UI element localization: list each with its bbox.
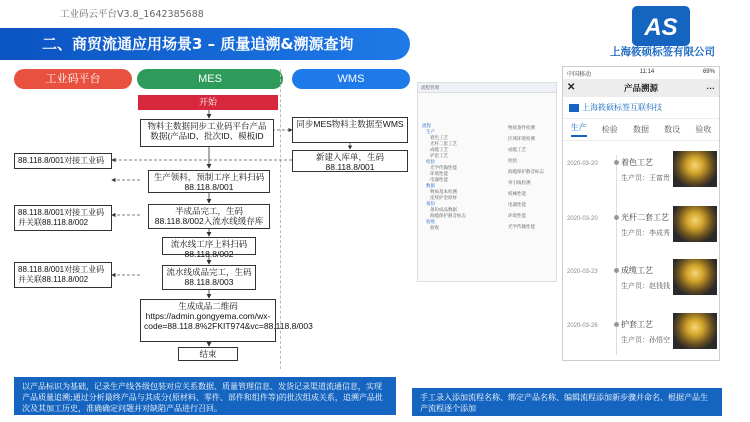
tree-item[interactable]: 数据 (426, 184, 435, 189)
brand-name: 上海筱硕标签互联科技 (582, 103, 662, 112)
more-icon[interactable]: ··· (706, 83, 715, 93)
tab-data[interactable]: 数据 (632, 125, 649, 134)
phone-trace-screen (562, 66, 720, 361)
summary-note-right: 手工录入添加流程名称、绑定产品名称、编辑流程添加新步骤并命名、根据产品生产流程逐个添加 (412, 388, 722, 416)
timeline-dot (614, 268, 619, 273)
tab-acceptance[interactable]: 验收 (695, 125, 712, 134)
tree-item[interactable]: 光学传输性能 (430, 166, 457, 171)
flow-start: 开始 (138, 95, 278, 110)
column-item: 单引线检测 (508, 181, 531, 186)
timeline-process: 成缆工艺 (621, 266, 653, 275)
column-item: 电器性能 (508, 203, 526, 208)
tree-item[interactable]: 护套工艺 (430, 154, 448, 159)
platform-box-3: 88.118.8/001对接工业码并关联88.118.8/002 (14, 262, 112, 288)
column-wms: WMS (292, 69, 410, 89)
app-header (563, 79, 719, 97)
timeline-operator: 生产员：李成秀 (621, 230, 670, 237)
timeline-date: 2020-03-20 (567, 216, 598, 222)
tree-item[interactable]: 连续护金原材 (430, 196, 457, 201)
status-bar (563, 67, 719, 79)
tab-inspection[interactable]: 检验 (601, 125, 618, 134)
app-title: 产品溯源 (623, 83, 658, 93)
timeline-dot (614, 322, 619, 327)
tree-item[interactable]: 验收 (430, 226, 439, 231)
brand-row (563, 97, 719, 119)
carrier: 中国移动 (567, 72, 592, 78)
tree-item[interactable]: 光杆二套工艺 (430, 142, 457, 147)
tree-item[interactable]: 物质基本检测 (430, 190, 457, 195)
timeline-dot (614, 215, 619, 220)
process-columns (508, 123, 556, 233)
timeline-operator: 生产员：赵钱钱 (621, 283, 670, 290)
tree-item[interactable]: 海缆保护静音标志 (430, 214, 466, 219)
tab-settings[interactable]: 数设 (664, 125, 681, 134)
platform-version: 工业码云平台V3.8_1642385688 (60, 9, 204, 20)
tree-item[interactable]: 检验 (426, 160, 435, 165)
timeline-date: 2020-03-26 (567, 323, 598, 329)
flow-step-finished: 流水线成品完工，生码88.118.8/003 (162, 265, 256, 290)
cable-photo (673, 151, 717, 187)
flow-step-line-scan: 流水线工序上料扫码88.118.8/002 (162, 237, 256, 255)
tree-item[interactable]: 备份成品数据 (430, 208, 457, 213)
tree-item[interactable]: 流程 (422, 124, 431, 129)
wms-inbound-box: 新建入库单，生码88.118.8/001 (292, 150, 408, 172)
wms-sync-box: 同步MES物料主数据至WMS (292, 117, 408, 143)
platform-box-1: 88.118.8/001对接工业码 (14, 153, 112, 169)
tree-item[interactable]: 环境性能 (430, 172, 448, 177)
tree-item[interactable]: 着色工艺 (430, 136, 448, 141)
column-item: 机械性能 (508, 192, 526, 197)
timeline-date: 2020-03-23 (567, 269, 598, 275)
platform-box-2: 88.118.8/001对接工业码并关联88.118.8/002 (14, 205, 112, 231)
page-title: 二、商贸流通应用场景3 – 质量追溯&溯源查询 (42, 35, 354, 53)
tree-item[interactable]: 生产 (426, 130, 435, 135)
column-item: 物质条件检测 (508, 126, 535, 131)
column-platform: 工业码平台 (14, 69, 132, 89)
company-name: 上海筱硕标签有限公司 (610, 46, 715, 58)
cable-photo (673, 259, 717, 295)
timeline-item[interactable] (563, 265, 720, 315)
tree-item[interactable]: 成缆工艺 (430, 148, 448, 153)
timeline-item[interactable] (563, 212, 720, 262)
column-item: 检验 (508, 159, 517, 164)
column-item: 光学传输性能 (508, 225, 535, 230)
cable-photo (673, 313, 717, 349)
tree-item[interactable]: 验收 (426, 220, 435, 225)
flow-end: 结束 (178, 347, 238, 361)
brand-logo-icon (569, 104, 579, 112)
tab-production[interactable]: 生产 (571, 122, 587, 137)
column-item: 区域环境检测 (508, 137, 535, 142)
tree-item[interactable]: 电器性能 (430, 178, 448, 183)
phone-tabs (563, 119, 719, 141)
timeline-process: 护套工艺 (621, 320, 653, 329)
timeline-process: 光杆二套工艺 (621, 213, 669, 222)
screenshot-title: 流程管理 (418, 83, 556, 93)
flow-step-picking: 生产领料，预制工序上料扫码88.118.8/001 (148, 170, 270, 193)
summary-note-left: 以产品标识为基础，记录生产线各级包装对应关系数据、质量管理信息、发货记录渠道流通信息，实现产品质量追溯;通过分析最终产品与其成分(原材料、零件、部件和组件等)的批次组成关系，追溯产品批次及其加工历史，准确确定问题并对缺陷产品进行召回。 (14, 377, 396, 415)
column-item: 环境性能 (508, 214, 526, 219)
column-item: 成缆工艺 (508, 148, 526, 153)
flow-step-qrcode: 生成成品二维码https://admin.gongyema.com/wx-code=88.118.8%2FKIT974&vc=88.118.8/003 (140, 299, 276, 342)
timeline-dot (614, 160, 619, 165)
timeline-operator: 生产员：王富贵 (621, 175, 670, 182)
cable-photo (673, 206, 717, 242)
timeline-date: 2020-03-20 (567, 161, 598, 167)
timeline-operator: 生产员：孙悟空 (621, 337, 670, 344)
timeline-item[interactable] (563, 157, 720, 207)
battery: 69% (702, 69, 715, 75)
back-icon[interactable]: ✕ (567, 82, 576, 93)
process-tree (422, 123, 502, 231)
column-item: 海缆保护静音标志 (508, 170, 544, 175)
tree-item[interactable]: 备份 (426, 202, 435, 207)
clock: 11:14 (639, 69, 655, 75)
flow-step-semifinished: 半成品完工，生码88.118.8/002入流水线缓存库 (148, 204, 270, 229)
column-mes: MES (137, 69, 283, 89)
timeline-process: 着色工艺 (621, 158, 653, 167)
company-logo (632, 6, 690, 46)
timeline-item[interactable] (563, 319, 720, 361)
flow-step-sync: 物料主数据同步工业码平台产品数据(产品ID、批次ID、模板ID (140, 119, 274, 147)
process-management-screenshot (417, 82, 557, 282)
svg-text:AS: AS (644, 14, 678, 41)
